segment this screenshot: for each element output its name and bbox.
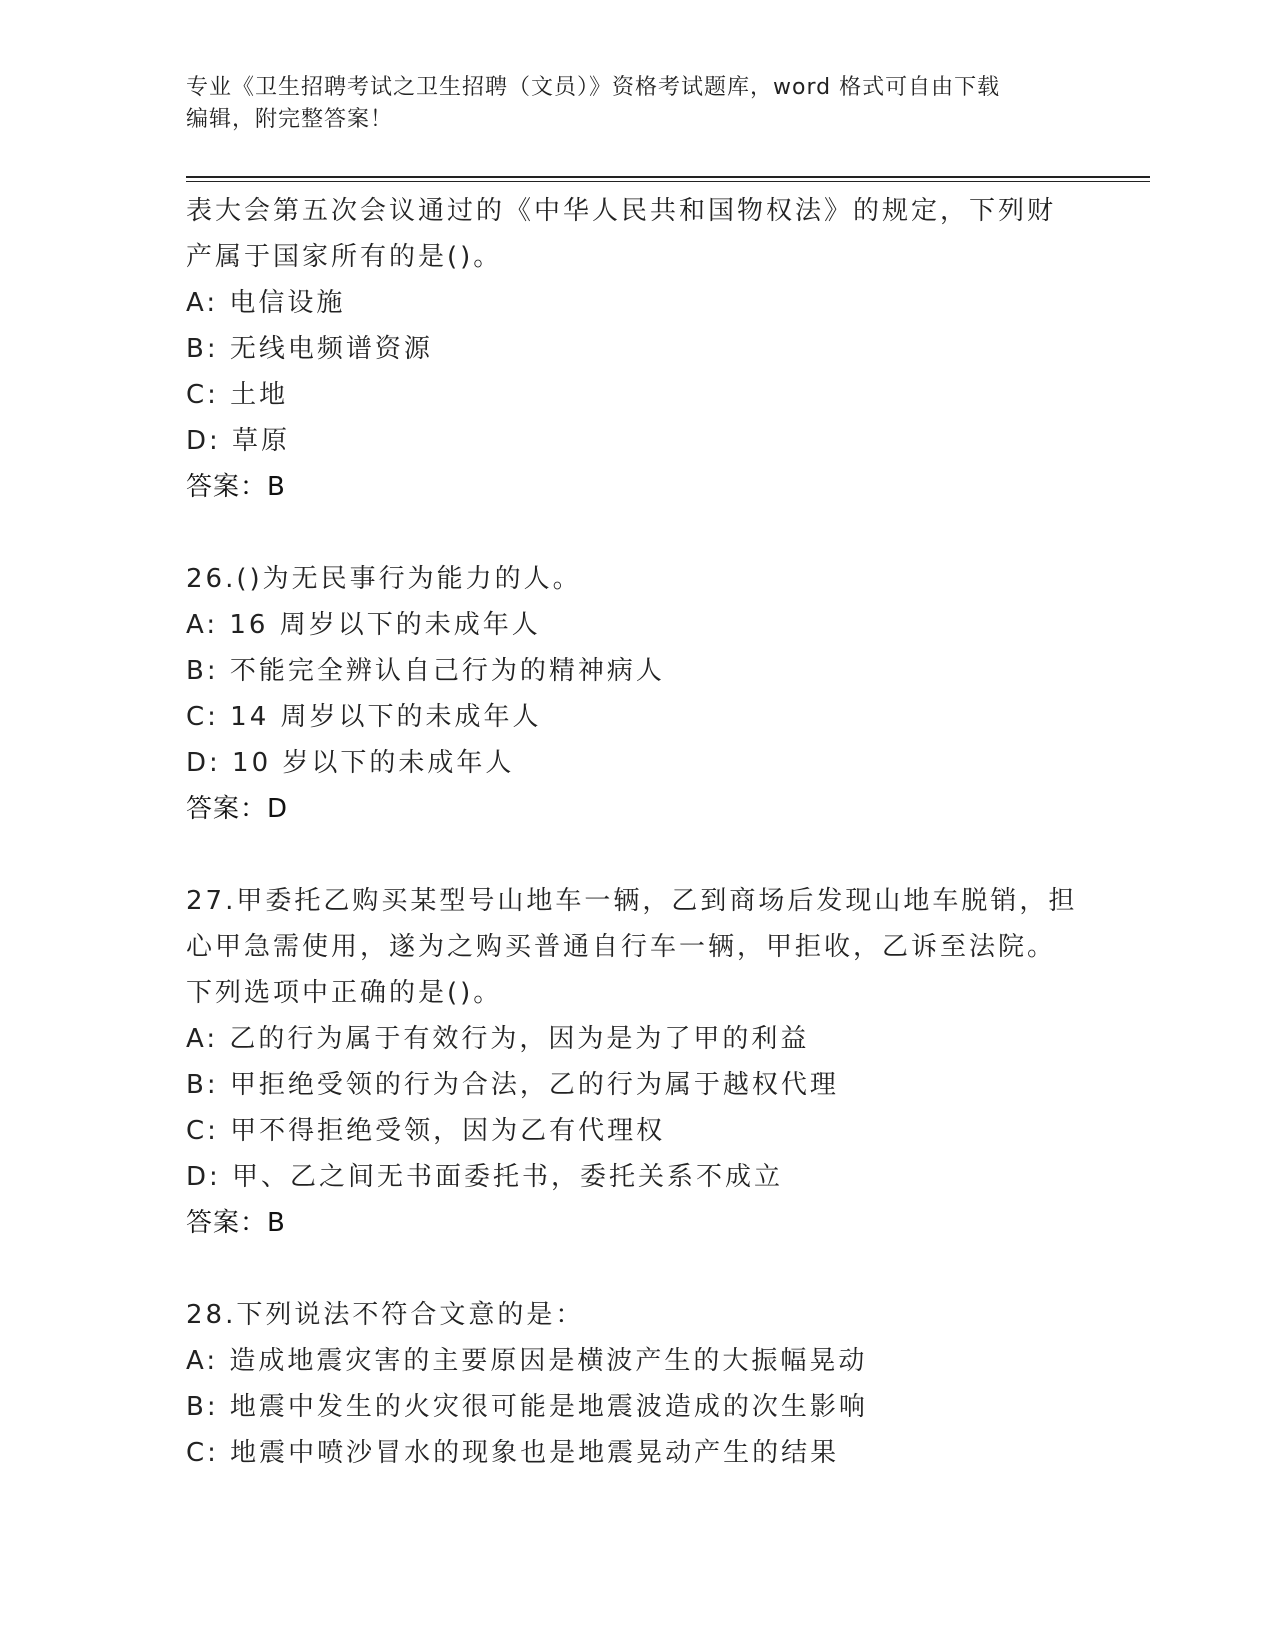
- question-stem-line: 下列选项中正确的是()。: [186, 978, 503, 1008]
- header-line-1: 专业《卫生招聘考试之卫生招聘（文员）》资格考试题库，word 格式可自由下载: [186, 75, 1001, 100]
- question-stem-line: 产属于国家所有的是()。: [186, 242, 503, 272]
- header-divider-thin: [186, 181, 1150, 182]
- option-d: D: 草原: [186, 426, 291, 456]
- option-c: C: 土地: [186, 380, 289, 410]
- option-c: C: 甲不得拒绝受领，因为乙有代理权: [186, 1116, 666, 1146]
- answer-label: 答案：B: [186, 1208, 286, 1238]
- option-c: C: 14 周岁以下的未成年人: [186, 702, 542, 732]
- question-25: [186, 188, 1146, 510]
- option-c: C: 地震中喷沙冒水的现象也是地震晃动产生的结果: [186, 1438, 840, 1468]
- question-stem-line: 心甲急需使用，遂为之购买普通自行车一辆，甲拒收，乙诉至法院。: [186, 932, 1057, 962]
- header-line-2: 编辑，附完整答案！: [186, 107, 394, 132]
- option-b: B: 不能完全辨认自己行为的精神病人: [186, 656, 665, 686]
- question-list: [186, 188, 1146, 1522]
- question-26: [186, 556, 1146, 832]
- option-a: A: 电信设施: [186, 288, 346, 318]
- answer-label: 答案：D: [186, 794, 289, 824]
- question-stem-line: 28.下列说法不符合文意的是：: [186, 1300, 585, 1330]
- option-a: A: 造成地震灾害的主要原因是横波产生的大振幅晃动: [186, 1346, 868, 1376]
- question-stem-line: 表大会第五次会议通过的《中华人民共和国物权法》的规定，下列财: [186, 196, 1057, 226]
- option-a: A: 乙的行为属于有效行为，因为是为了甲的利益: [186, 1024, 810, 1054]
- document-header: [186, 72, 1086, 136]
- option-b: B: 地震中发生的火灾很可能是地震波造成的次生影响: [186, 1392, 868, 1422]
- question-28: [186, 1292, 1146, 1476]
- option-b: B: 甲拒绝受领的行为合法，乙的行为属于越权代理: [186, 1070, 839, 1100]
- option-d: D: 10 岁以下的未成年人: [186, 748, 515, 778]
- answer-label: 答案：B: [186, 472, 286, 502]
- option-a: A: 16 周岁以下的未成年人: [186, 610, 541, 640]
- question-27: [186, 878, 1146, 1246]
- header-divider-thick: [186, 176, 1150, 178]
- question-stem-line: 27.甲委托乙购买某型号山地车一辆，乙到商场后发现山地车脱销，担: [186, 886, 1078, 916]
- option-b: B: 无线电频谱资源: [186, 334, 433, 364]
- question-stem-line: 26.()为无民事行为能力的人。: [186, 564, 582, 594]
- option-d: D: 甲、乙之间无书面委托书，委托关系不成立: [186, 1162, 784, 1192]
